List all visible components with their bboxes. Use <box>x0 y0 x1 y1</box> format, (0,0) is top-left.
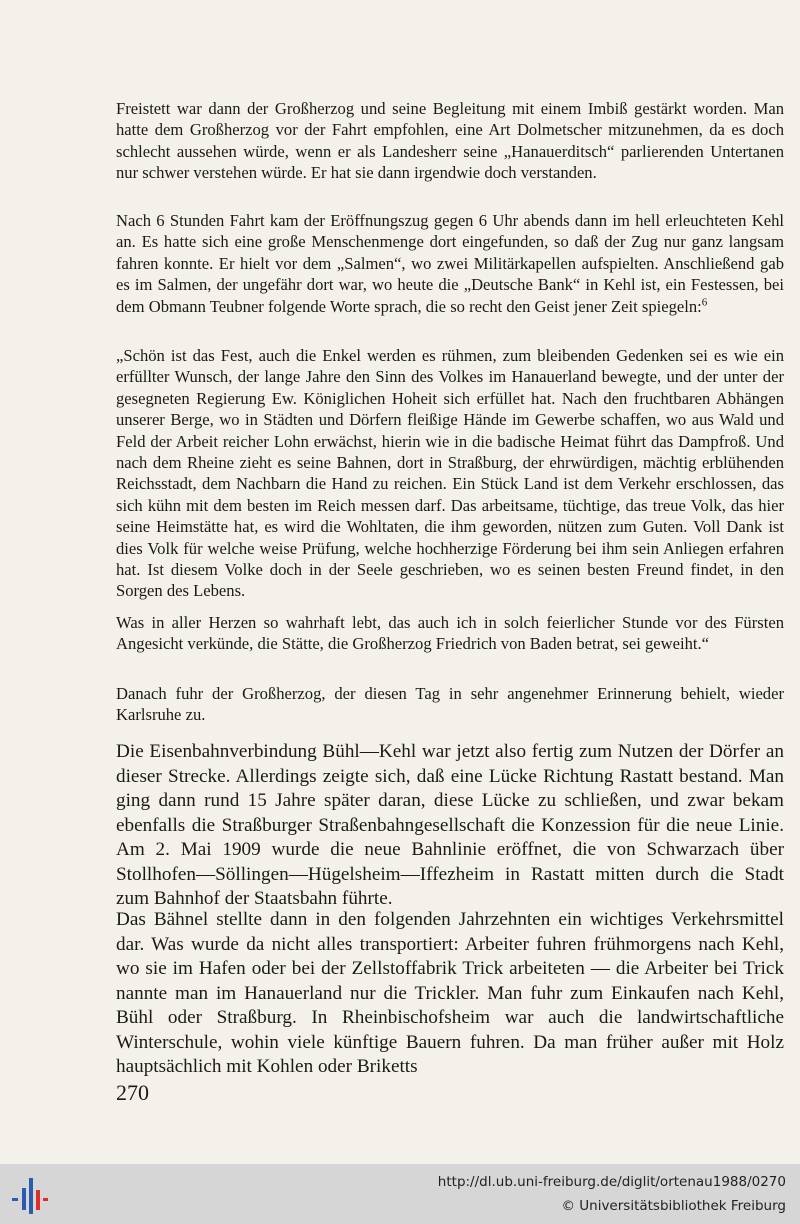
footnote-reference: 6 <box>701 296 708 309</box>
copyright-text: © Universitätsbibliothek Freiburg <box>561 1198 786 1214</box>
paragraph-1: Freistett war dann der Großherzog und seine Begleitung mit einem Imbiß gestärkt worden. Man hatte dem Großherzog vor der Fahrt empfohlen, eine Art Dolmetscher mitzunehmen, da es doch schlecht aussehen würde, wenn er als Landesherr seine „Hanauerditsch“ parlierenden Untertanen nur schwer verstehen würde. Er hat sie dann irgendwie doch verstanden. <box>116 99 784 183</box>
library-logo-icon <box>10 1174 50 1214</box>
paragraph-2 <box>116 210 784 317</box>
source-url-link[interactable]: http://dl.ub.uni-freiburg.de/diglit/ortenau1988/0270 <box>437 1174 786 1190</box>
quotation-paragraph: „Schön ist das Fest, auch die Enkel werden es rühmen, zum bleibenden Gedenken sei es wie ein erfüllter Wunsch, der lange Jahre den Sinn des Volkes im Hanauerland bewegte, und der unter der gesegneten Regierung Ew. Königlichen Hoheit sich erfüllet hat. Nach den fruchtbaren Abhängen unserer Berge, wo in Städten und Dörfern fleißige Hände im Gewerbe schaffen, wo aus Wald und Feld der Arbeit reicher Lohn erwächst, hierin wie in die badische Heimat führt das Dampfroß. Und nach dem Rheine zieht es seine Bahnen, dort in Straßburg, der ehrwürdigen, mächtig erblühenden Reichsstadt, dem Nachbarn die Hand zu reichen. Ein Stück Land ist dem Verkehr erschlossen, das sich kühn mit dem besten im Reich messen darf. Das arbeitsame, tüchtige, das treue Volk, das hier seine Heimstätte hat, es wird die Wohltaten, die ihm geworden, nützen zum Guten. Voll Dank ist dies Volk für welche weise Prüfung, welche hochherzige Förderung bei ihm sein Anliegen erfahren hat. Ist diesem Volke doch in der Seele geschrieben, wo es seinen besten Freund findet, in den Sorgen des Lebens. <box>116 346 784 601</box>
page-number: 270 <box>116 1080 149 1105</box>
paragraph-2-text: Nach 6 Stunden Fahrt kam der Eröffnungszug gegen 6 Uhr abends dann im hell erleuchteten Kehl an. Es hatte sich eine große Menschenmenge dort eingefunden, so daß der Zug nur ganz langsam fahren konnte. Er hielt vor dem „Salmen“, wo zwei Militärkapellen aufspielten. Anschließend gab es im Salmen, der ungefähr dort war, wo heute die „Deutsche Bank“ in Kehl ist, ein Festessen, bei dem Obmann Teubner folgende Worte sprach, die so recht den Geist jener Zeit spiegeln: <box>116 211 784 316</box>
footer-bar <box>0 1164 800 1224</box>
paragraph-5: Danach fuhr der Großherzog, der diesen Tag in sehr angenehmer Erinnerung behielt, wieder Karlsruhe zu. <box>116 684 784 725</box>
quotation-closing: Was in aller Herzen so wahrhaft lebt, das auch ich in solch feierlicher Stunde vor des Fürsten Angesicht verkünde, die Stätte, die Großherzog Friedrich von Baden betrat, sei geweiht.“ <box>116 613 784 654</box>
paragraph-7: Das Bähnel stellte dann in den folgenden Jahrzehnten ein wichtiges Verkehrsmittel dar. Was wurde da nicht alles transportiert: Arbeiter fuhren frühmorgens nach Kehl, wo sie im Hafen oder bei der Zellstoffabrik Trick arbeiteten — die Arbeiter bei Trick nannte man im Hanauerland nur die Trickler. Man fuhr zum Einkaufen nach Kehl, Bühl oder Straßburg. In Rheinbischofsheim war auch die landwirtschaftliche Winterschule, wohin viele künftige Bauern fuhren. Da man früher außer mit Holz hauptsächlich mit Kohlen oder Briketts <box>116 909 784 1077</box>
paragraph-6: Die Eisenbahnverbindung Bühl—Kehl war jetzt also fertig zum Nutzen der Dörfer an dieser Strecke. Allerdings zeigte sich, daß eine Lücke Richtung Rastatt bestand. Man ging dann rund 15 Jahre später daran, diese Lücke zu schließen, und zwar bekam ebenfalls die Straßburger Straßenbahngesellschaft die Konzession für die neue Linie. Am 2. Mai 1909 wurde die neue Bahnlinie eröffnet, die von Schwarzach über Stollhofen—Söllingen—Hügelsheim—Iffezheim in Rastatt mitten durch die Stadt zum Bahnhof der Staatsbahn führte. <box>116 741 784 909</box>
